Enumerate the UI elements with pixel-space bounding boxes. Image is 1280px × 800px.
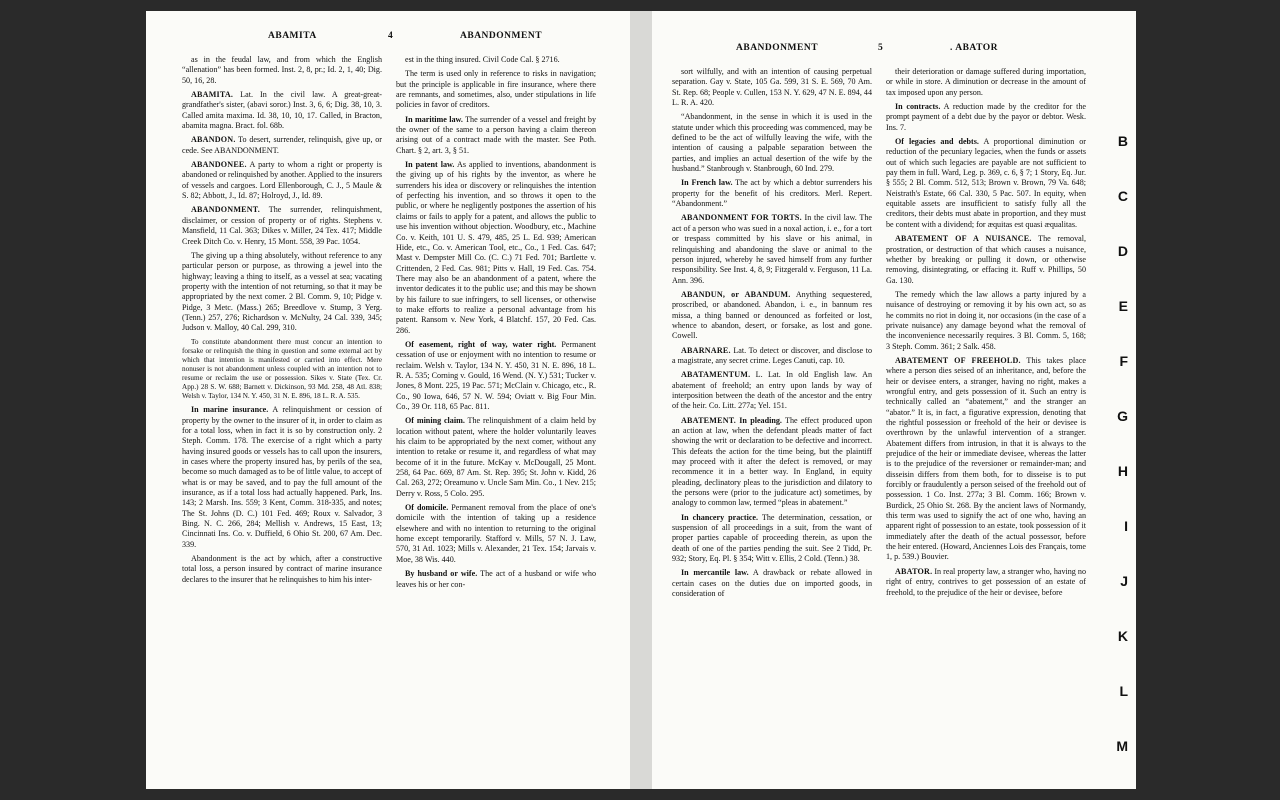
entry-text: In the civil law. The act of a person who was sued in a noxal action, i. e., for a tort or trespass committed by his slave or his animal, in relinquishing and abandoning the slave or animal to the person injured, whereby he saved himself from any further responsibility. See Inst. 4, 8, 9; Fitzgerald v. Ferguson, 11 La. Ann. 396.: [672, 213, 872, 285]
entry-text: Lat. In the civil law. A great-great-grandfather's sister, (abavi soror.) Inst. 3, 6, 6; Dig. 38, 10, 3. Called amita maxima. Id. 38, 10, 10, 17. Called, in Bracton, abamita magna. Bract. fol. 68b.: [182, 90, 382, 131]
entry-paragraph: [672, 178, 872, 209]
entry-text: Permanent cessation of use or enjoyment with no intention to resume or reclaim. Welsh v. Taylor, 134 N. Y. 450, 31 N. E. 896, 18 L. R. A. 535; Corning v. Gould, 16 Wend. (N. Y.) 531; Tucker v. Jones, 8 Mont. 225, 19 Pac. 571; McClain v. Chicago, etc., R. Co., 90 Iowa, 646, 57 N. W. 594; Oviatt v. Big Four Min. Co., 39 Or. 118, 65 Pac. 811.: [396, 339, 596, 411]
entry-text: “Abandonment, in the sense in which it is used in the statute under which this proceeding was commenced, may be defined to be the act of wilfully leaving the wife, with the intention of causing a palpable separation between the parties, and implies an actual desertion of the wife by the husband.” Stanbrough v. Stanbrough, 60 Ind. 279.: [672, 112, 872, 174]
entry-paragraph: [886, 102, 1086, 133]
entry-text: The effect produced upon an action at law, when the defendant pleads matter of fact showing the writ or declaration to be defective and incorrect. This defeats the action for the time being, but the plaintiff may proceed with it after the defect is removed, or may recommence it in a better way. In England, in equity pleading, declinatory pleas to the jurisdiction and dilatory to the persons were (prior to the judicature act) sometimes, by analogy to common law, termed “pleas in abatement.”: [672, 415, 872, 508]
headword: ABANDON.: [191, 135, 236, 145]
entry-text: The act of a husband or wife who leaves his or her con-: [396, 569, 596, 589]
running-head-left: [182, 31, 612, 49]
subheading: In patent law.: [405, 160, 455, 170]
entry-paragraph: [886, 234, 1086, 286]
entry-paragraph: [182, 554, 382, 585]
entry-paragraph: [182, 205, 382, 246]
entry-text: The surrender of a vessel and freight by the owner of the same to a person having a claim thereon arising out of a contract made with the master. See Poth. Chart. § 2, art. 3, § 51.: [396, 114, 597, 155]
headword: ABATEMENT.: [681, 415, 736, 425]
entry-paragraph: [886, 67, 1086, 98]
entry-paragraph: [182, 135, 382, 156]
subheading: In pleading.: [736, 415, 782, 425]
left-page-column-1: [182, 55, 382, 594]
headword: ABANDONMENT FOR TORTS.: [681, 213, 802, 223]
thumb-index-letter: C: [1117, 188, 1128, 204]
subheading: Of easement, right of way, water right.: [405, 339, 557, 349]
entry-paragraph: [672, 346, 872, 367]
subheading: In contracts.: [895, 102, 941, 112]
entry-text: sort wilfully, and with an intention of causing perpetual separation. Gay v. State, 105 Ga. 599, 31 S. E. 569, 70 Am. St. Rep. 68; People v. Cullen, 153 N. Y. 629, 47 N. E. 894, 44 L. R. A. 420.: [672, 67, 872, 108]
entry-paragraph: [182, 160, 382, 201]
running-head-right: [672, 43, 1106, 61]
entry-text: their deterioration or damage suffered during importation, or while in store. A diminution or decrease in the amount of tax imposed upon any person.: [886, 67, 1086, 97]
entry-paragraph: [396, 55, 596, 65]
right-page-column-2: [886, 67, 1086, 604]
entry-text: Permanent removal from the place of one's domicile with the intention of taking up a residence elsewhere and with no intention to returning to the original home except temporarily. Stafford v. Mills, 57 N. J. Law, 570, 31 Atl. 1023; Mills v. Alexander, 21 Tex. 154; Jarvais v. Moe, 38 Wis. 440.: [396, 503, 596, 564]
entry-text: as in the feudal law, and from which the English “allenation” has been formed. Inst. 2, 8, pr.; Id. 2, 1, 40; Dig. 50, 16, 28.: [182, 55, 382, 85]
entry-text: The surrender, relinquishment, disclaimer, or cession of property or of rights. Stephens v. Mansfield, 11 Cal. 363; Dikes v. Miller, 24 Tex. 417; Middle Creek Ditch Co. v. Henry, 15 Mont. 558, 39 Pac. 1054.: [182, 205, 382, 246]
entry-text: A drawback or rebate allowed in certain cases on the duties due on imported goods, in consideration of: [672, 568, 873, 599]
entry-text: A party to whom a right or property is abandoned or relinquished by another. Applied to the insurers of vessels and cargoes. Lord Ellenborough, C. J., 5 Maule & S. 82; Abbott, J., Id. 87; Holroyd, J., Id. 89.: [182, 160, 382, 201]
subheading: In marine insurance.: [191, 405, 269, 415]
entry-text: The determination, cessation, or suspension of all proceedings in a suit, from the want of proper parties capable of proceeding therein, as upon the death of one of the parties pending the suit. See 2 Tidd, Pr. 932; Story, Eq. Pl. § 354; Witt v. Ellis, 2 Cold. (Tenn.) 38.: [672, 512, 872, 564]
subheading: Of legacies and debts.: [895, 137, 979, 147]
headword: ABARNARE.: [681, 345, 731, 355]
entry-text: The term is used only in reference to risks in navigation; but the principle is applicable in fire insurance, where there are remnants, and sometimes, also, under stipulations in life policies in favor of creditors.: [396, 69, 596, 110]
subheading: In French law.: [681, 178, 733, 188]
entry-paragraph: [396, 503, 596, 565]
thumb-index-letter: H: [1117, 463, 1128, 479]
headword: ABATAMENTUM.: [681, 370, 751, 380]
thumb-index-letter: G: [1117, 408, 1128, 424]
entry-paragraph: [886, 290, 1086, 352]
entry-text: In real property law, a stranger who, having no right of entry, contrives to get possession of an estate of freehold, to the prejudice of the heir or devisee, before: [886, 566, 1086, 597]
entry-paragraph: [396, 160, 596, 336]
right-page-column-1: [672, 67, 872, 604]
entry-paragraph: [886, 137, 1086, 230]
subheading: Of domicile.: [405, 503, 449, 513]
left-page-column-2: [396, 55, 596, 594]
thumb-index-letter: I: [1124, 518, 1128, 534]
entry-text: The giving up a thing absolutely, without reference to any particular person or purpose, as throwing a jewel into the highway; leaving a thing to itself, as a vessel at sea; vacating property with the intention of not returning, so that it may be appropriated by the next comer. 2 Bl. Comm. 9, 10; Pidge v. Pidge, 3 Metc. (Mass.) 265; Breedlove v. Stump, 3 Yerg. (Tenn.) 257, 276; Richardson v. McNulty, 24 Cal. 339, 345; Judson v. Malloy, 40 Cal. 299, 310.: [182, 250, 382, 333]
entry-paragraph: [396, 69, 596, 110]
headword: ABATEMENT OF FREEHOLD.: [895, 355, 1021, 365]
entry-paragraph: [396, 115, 596, 156]
entry-text: Abandonment is the act by which, after a constructive total loss, a person insured by contract of marine insurance declares to the insurer that he relinquishes to him his inter-: [182, 554, 382, 584]
headword: ABANDUN, or ABANDUM.: [681, 289, 791, 299]
headword: ABANDONMENT.: [191, 205, 261, 215]
entry-paragraph: [672, 112, 872, 174]
entry-paragraph: [396, 416, 596, 499]
entry-text: The removal, prostration, or destruction of that which causes a nuisance, whether by breaking or pulling it down, or otherwise removing, disintegrating, or effacing it. Ruff v. Phillips, 50 Ga. 130.: [886, 234, 1086, 285]
page-number: 4: [388, 31, 394, 41]
thumb-index-letter: B: [1117, 133, 1128, 149]
headword: ABATEMENT OF A NUISANCE.: [895, 234, 1032, 244]
entry-text: Anything sequestered, proscribed, or abandoned. Abandon, i. e., in bannum res missa, a thing banned or denounced as forfeited or lost, whence to abandon, desert, or forsake, as lost and gone. Cowell.: [672, 289, 872, 341]
entry-text: A proportional diminution or reduction of the pecuniary legacies, when the funds or assets out of which such legacies are payable are not sufficient to pay them in full. Ward, Leg. p. 369, c. 6, § 7; 1 Story, Eq. Jur. § 555; 2 Bl. Comm. 512, 513; Brown v. Brown, 79 Va. 648; Neistrath's Estate, 66 Cal. 330, 5 Pac. 507. In equity, when equitable assets are insufficient to satisfy fully all the creditors, their debts must abate in proportion, and they must be content with a dividend; for æquitas est quasi æqualitas.: [886, 137, 1087, 229]
subheading: In maritime law.: [405, 114, 463, 124]
entry-text: L. Lat. In old English law. An abatement of freehold; an entry upon lands by way of interposition between the death of the ancestor and the entry of the heir. Co. Litt. 277a; Yel. 151.: [672, 370, 872, 411]
thumb-index-letter: D: [1117, 243, 1128, 259]
running-head-last-word: ABANDONMENT: [460, 31, 543, 41]
entry-paragraph: [182, 90, 382, 131]
entry-paragraph: [182, 405, 382, 550]
entry-paragraph: [672, 213, 872, 285]
entry-paragraph: [182, 251, 382, 334]
thumb-index-letter: M: [1116, 738, 1128, 754]
entry-text: As applied to inventions, abandonment is the giving up of his rights by the inventor, as where he surrenders his idea or discovery or relinquishes the intention of perfecting his invention, and so throws it open to the public, or where he negligently postpones the assertion of his claims or fails to apply for a patent, and allows the public to use his invention without objection. Woodbury, etc., Machine Co. v. Keith, 101 U. S. 479, 485, 25 L. Ed. 939; American Hide, etc., Co. v. American Tool, etc., Co., 1 Fed. Cas. 647; Mast v. Dempster Mill Co. (C. C.) 71 Fed. 701; Bartlette v. Crittenden, 2 Fed. Cas. 981; Pitts v. Hall, 19 Fed. Cas. 754. There may also be an abandonment of a patent, where the inventor dedicates it to the public use; and this may be shown by his failure to sue infringers, to sell licenses, or otherwise to make efforts to realize a personal advantage from his patent. Ransom v. New York, 4 Blatchf. 157, 20 Fed. Cas. 286.: [396, 160, 596, 335]
entry-text: This takes place where a person dies seised of an inheritance, and, before the heir or devisee enters, a stranger, having no right, makes a wrongful entry, and gets possession of it. Such an entry is technically called an “abatement,” and the stranger an “abator.” It is, in fact, a figurative expression, denoting that the rightful possession or freehold of the heir or devisee is overthrown by the unlawful intervention of a stranger. Abatement differs from intrusion, in that it is always to the prejudice of the heir or immediate devisee, whereas the latter is to the prejudice of the reversioner or remainder-man; and disseisin differs from them both, for to disseise is to put forcibly or fraudulently a person seised of the freehold out of possession. 1 Co. Inst. 277a; 3 Bl. Comm. 166; Brown v. Burdick, 25 Ohio St. 268. By the ancient laws of Normandy, this term was used to signify the act of one who, having an apparent right of possession to an estate, took possession of it immediately after the death of the actual possessor, before the heir entered. (Howard, Anciennes Lois des Français, tome 1, p. 539.) Bouvier.: [886, 355, 1086, 562]
thumb-index-letter: E: [1118, 298, 1128, 314]
entry-paragraph: [672, 568, 872, 599]
right-page: [652, 11, 1136, 789]
entry-paragraph: [672, 513, 872, 565]
entry-text: est in the thing insured. Civil Code Cal. § 2716.: [405, 55, 560, 64]
headword: ABATOR.: [895, 566, 933, 576]
entry-paragraph: [672, 370, 872, 411]
entry-paragraph: [672, 290, 872, 342]
subheading: Of mining claim.: [405, 416, 465, 426]
entry-paragraph: [396, 340, 596, 412]
entry-paragraph: [182, 338, 382, 402]
entry-text: A reduction made by the creditor for the prompt payment of a debt due by the payor or debtor. Wesk. Ins. 7.: [886, 102, 1086, 132]
running-head-last-word: . ABATOR: [950, 43, 998, 53]
entry-paragraph: [182, 55, 382, 86]
entry-text: Lat. To detect or discover, and disclose to a magistrate, any secret crime. Leges Canuti, cap. 10.: [672, 345, 872, 365]
entry-paragraph: [886, 356, 1086, 563]
subheading: In chancery practice.: [681, 512, 759, 522]
entry-paragraph: [396, 569, 596, 590]
left-page: [146, 11, 630, 789]
subheading: By husband or wife.: [405, 569, 478, 579]
page-number: 5: [878, 43, 884, 53]
thumb-index-letter: L: [1119, 683, 1128, 699]
headword: ABANDONEE.: [191, 160, 247, 170]
entry-text: A relinquishment or cession of property by the owner to the insurer of it, in order to claim as for a total loss, when in fact it is so by construction only. 2 Steph. Comm. 178. The exercise of a right which a party having insured goods or vessels has to call upon the insurers, in cases where the property insured has, by perils of the sea, become so much damaged as to be of little value, to accept of what is or may be saved, and to pay the full amount of the insurance, as if a total loss had actually happened. Park, Ins. 143; 2 Marsh. Ins. 559; 3 Kent, Comm. 318-335, and notes; The St. Johns (D. C.) 101 Fed. 469; Roux v. Salvador, 3 Bing. N. C. 266, 284; Mellish v. Andrews, 15 East, 13; Cincinnati Ins. Co. v. Duffield, 6 Ohio St. 200, 67 Am. Dec. 339.: [182, 405, 382, 549]
entry-paragraph: [886, 567, 1086, 598]
thumb-index-letter: F: [1119, 353, 1128, 369]
headword: ABAMITA.: [191, 90, 234, 100]
entry-text: To constitute abandonment there must concur an intention to forsake or relinquish the thing in question and some external act by which that intention is manifested or carried into effect. Mere nonuser is not abandonment unless coupled with an intention not to resume or reclaim the use or possession. Sikes v. State (Tex. Cr. App.) 28 S. W. 688; Barnett v. Dickinson, 93 Md. 258, 48 Atl. 838; Welsh v. Taylor, 134 N. Y. 450, 31 N. E. 896, 18 L. R. A. 535.: [182, 337, 382, 401]
entry-paragraph: [672, 416, 872, 509]
thumb-index-letter: J: [1120, 573, 1128, 589]
entry-paragraph: [672, 67, 872, 108]
book-gutter: [630, 11, 652, 789]
running-head-first-word: ABAMITA: [268, 31, 317, 41]
entry-text: The relinquishment of a claim held by location without patent, where the holder voluntarily leaves his claim to be appropriated by the next comer, without any intention to retake or resume it, and regardless of what may become of it in the future. McKay v. McDougall, 25 Mont. 258, 64 Pac. 669, 87 Am. St. Rep. 395; St. John v. Kidd, 26 Cal. 263, 272; Oreamuno v. Uncle Sam Min. Co., 1 Nev. 215; Derry v. Ross, 5 Colo. 295.: [396, 416, 596, 498]
entry-text: The remedy which the law allows a party injured by a nuisance of destroying or removing it by his own act, so as he commits no riot in doing it, nor occasions (in the case of a private nuisance) any damage beyond what the removal of the inconvenience necessarily requires. 3 Bl. Comm. 5, 168; 3 Steph. Comm. 361; 2 Salk. 458.: [886, 289, 1086, 351]
running-head-first-word: ABANDONMENT: [736, 43, 819, 53]
subheading: In mercantile law.: [681, 568, 749, 578]
thumb-index-letter: K: [1117, 628, 1128, 644]
entry-text: To desert, surrender, relinquish, give up, or cede. See ABANDONMENT.: [182, 135, 382, 155]
entry-text: The act by which a debtor surrenders his property for the benefit of his creditors. Merl. Repert. “Abandonment.”: [672, 178, 873, 209]
